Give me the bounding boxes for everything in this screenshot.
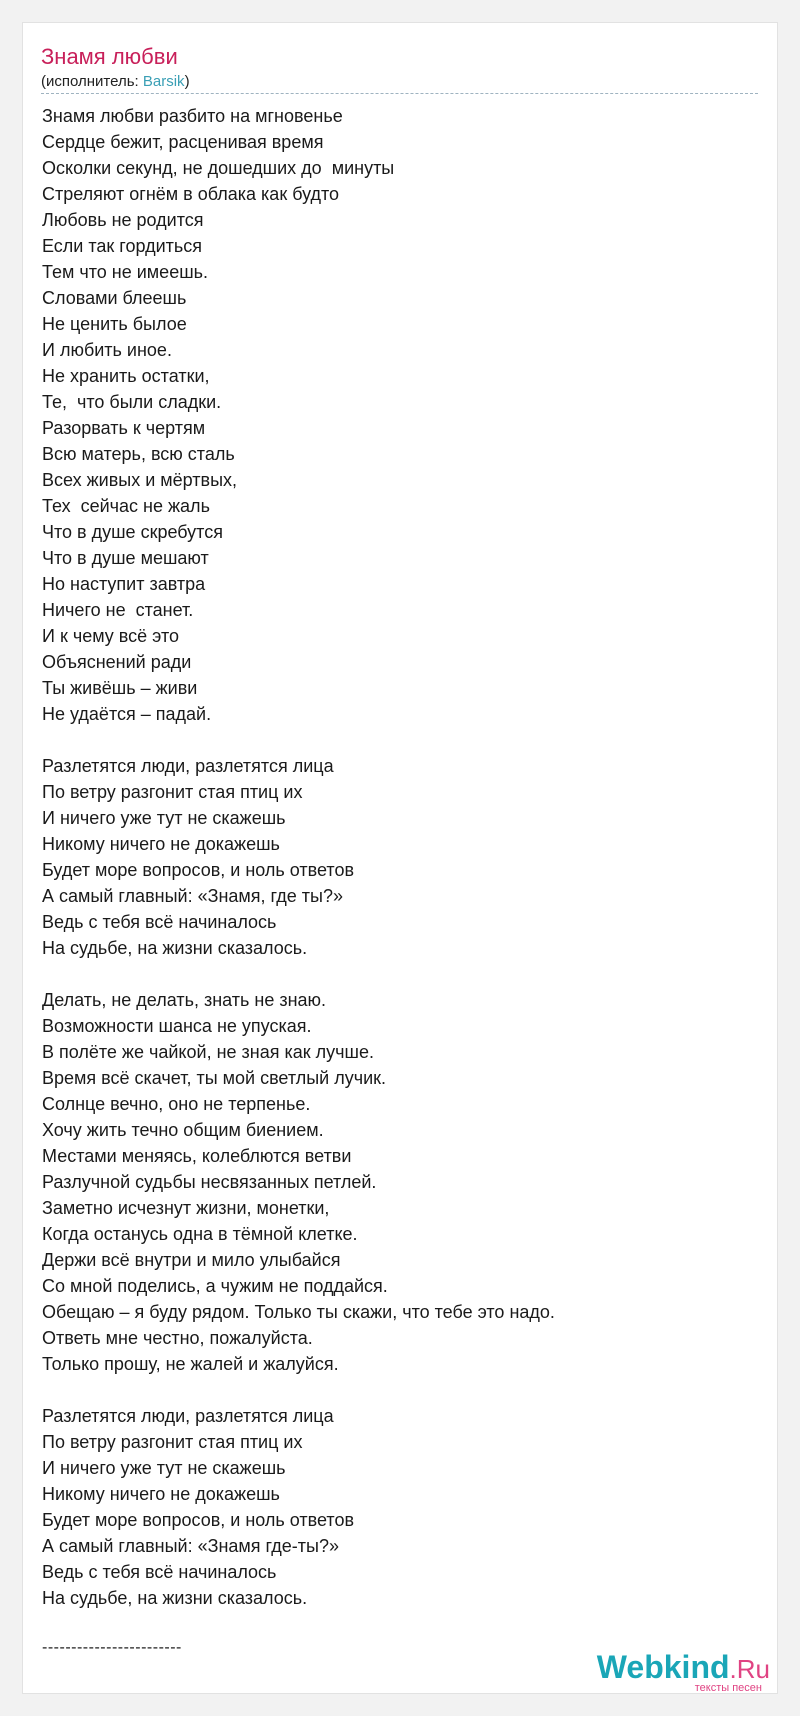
lyric-line: Будет море вопросов, и ноль ответов: [42, 1510, 355, 1530]
lyric-line: Время всё скачет, ты мой светлый лучик.: [42, 1068, 387, 1088]
lyric-line: Всю матерь, всю сталь: [42, 444, 235, 464]
lyric-line: Когда останусь одна в тёмной клетке.: [42, 1224, 358, 1244]
lyric-line: Заметно исчезнут жизни, монетки,: [42, 1198, 330, 1218]
lyric-line: Осколки секунд, не дошедших до минуты: [42, 158, 395, 178]
lyric-line: И любить иное.: [42, 340, 172, 360]
song-title: Знамя любви: [41, 44, 178, 69]
lyric-line: Сердце бежит, расценивая время: [42, 132, 324, 152]
lyric-line: Разорвать к чертям: [42, 418, 206, 438]
lyric-line: По ветру разгонит стая птиц их: [42, 782, 303, 802]
lyric-line: Ведь с тебя всё начиналось: [42, 1562, 277, 1582]
artist-link[interactable]: Barsik: [142, 73, 185, 90]
lyric-line: Разлучной судьбы несвязанных петлей.: [42, 1172, 377, 1192]
lyric-line: И ничего уже тут не скажешь: [42, 808, 286, 828]
lyric-line: Местами меняясь, колеблются ветви: [42, 1146, 352, 1166]
lyric-line: Ничего не станет.: [42, 600, 194, 620]
lyrics-text: [42, 103, 752, 1611]
lyric-line: Будет море вопросов, и ноль ответов: [42, 860, 355, 880]
artist-suffix: ): [184, 73, 190, 90]
logo-wordmark: [597, 1650, 770, 1686]
lyric-line: А самый главный: «Знамя где-ты?»: [42, 1536, 339, 1556]
stanza-break: [42, 1377, 752, 1403]
lyric-line: Делать, не делать, знать не знаю.: [42, 990, 327, 1010]
stanza-break: [42, 727, 752, 753]
lyric-line: Что в душе скребутся: [42, 522, 223, 542]
lyric-line: Не удаётся – падай.: [42, 704, 212, 724]
lyric-line: Не ценить былое: [42, 314, 187, 334]
lyric-line: Не хранить остатки,: [42, 366, 210, 386]
lyric-line: Ты живёшь – живи: [42, 678, 198, 698]
lyric-line: И ничего уже тут не скажешь: [42, 1458, 286, 1478]
lyric-line: Ведь с тебя всё начиналось: [42, 912, 277, 932]
lyric-line: В полёте же чайкой, не зная как лучше.: [42, 1042, 374, 1062]
footer-dashes: ------------------------: [42, 1639, 182, 1656]
site-logo[interactable]: [597, 1650, 770, 1694]
lyric-line: Всех живых и мёртвых,: [42, 470, 238, 490]
lyric-line: Со мной поделись, а чужим не поддайся.: [42, 1276, 388, 1296]
lyric-line: По ветру разгонит стая птиц их: [42, 1432, 303, 1452]
lyric-line: Любовь не родится: [42, 210, 204, 230]
lyric-line: Если так гордиться: [42, 236, 202, 256]
lyric-line: Солнце вечно, оно не терпенье.: [42, 1094, 311, 1114]
lyric-line: Возможности шанса не упуская.: [42, 1016, 312, 1036]
logo-brand: Webkind: [596, 1649, 730, 1685]
lyric-line: Никому ничего не докажешь: [42, 834, 280, 854]
lyric-line: Но наступит завтра: [42, 574, 206, 594]
lyric-line: Держи всё внутри и мило улыбайся: [42, 1250, 341, 1270]
stanza-break: [42, 961, 752, 987]
lyric-line: На судьбе, на жизни сказалось.: [42, 938, 308, 958]
artist-line: [41, 73, 190, 91]
lyric-line: Тех сейчас не жаль: [42, 496, 210, 516]
lyric-line: Объяснений ради: [42, 652, 192, 672]
lyric-line: Тем что не имеешь.: [42, 262, 209, 282]
lyric-line: Только прошу, не жалей и жалуйся.: [42, 1354, 339, 1374]
lyric-line: Словами блеешь: [42, 288, 187, 308]
lyric-line: Хочу жить течно общим биением.: [42, 1120, 324, 1140]
lyric-line: На судьбе, на жизни сказалось.: [42, 1588, 308, 1608]
title-divider: [41, 93, 758, 94]
lyric-line: Разлетятся люди, разлетятся лица: [42, 1406, 334, 1426]
lyric-line: Ответь мне честно, пожалуйста.: [42, 1328, 313, 1348]
lyric-line: Что в душе мешают: [42, 548, 209, 568]
logo-tagline: тексты песен: [694, 1682, 762, 1694]
lyric-line: Никому ничего не докажешь: [42, 1484, 280, 1504]
lyric-line: А самый главный: «Знамя, где ты?»: [42, 886, 343, 906]
lyric-line: Те, что были сладки.: [42, 392, 222, 412]
lyric-line: Стреляют огнём в облака как будто: [42, 184, 340, 204]
lyric-line: Знамя любви разбито на мгновенье: [42, 106, 343, 126]
artist-prefix: (исполнитель:: [41, 73, 143, 90]
lyric-line: Разлетятся люди, разлетятся лица: [42, 756, 334, 776]
lyric-line: И к чему всё это: [42, 626, 179, 646]
lyric-line: Обещаю – я буду рядом. Только ты скажи, что тебе это надо.: [42, 1302, 555, 1322]
logo-tld: .Ru: [729, 1654, 770, 1684]
